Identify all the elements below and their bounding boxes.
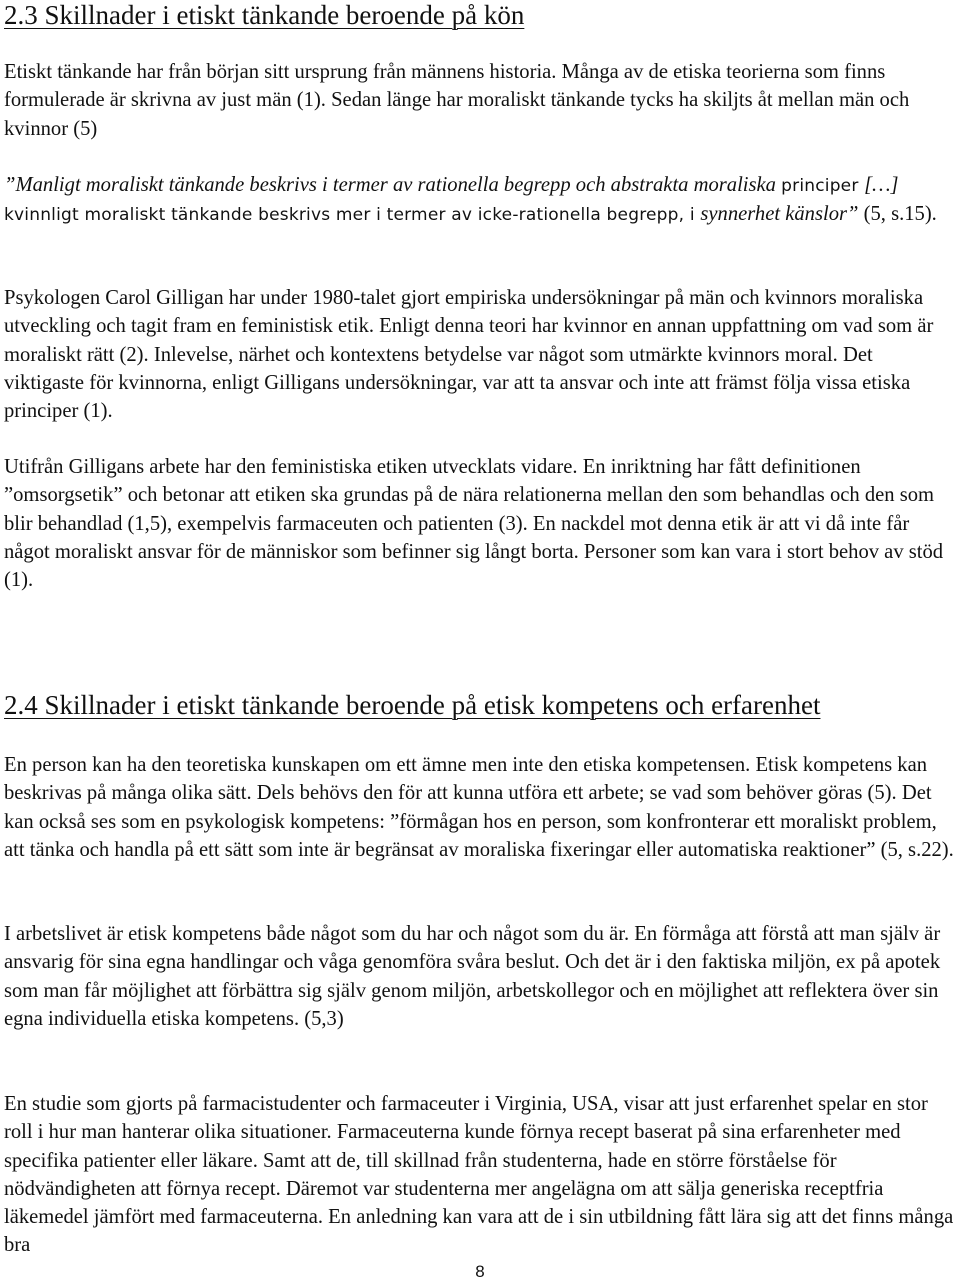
quote-ellipsis: […] [864,174,899,196]
paragraph-gilligan-research: Psykologen Carol Gilligan har under 1980-talet gjort empiriska undersökningar på män och kvinnors moraliska utveckling och tagit fram en feministisk etik. Enligt denna teori har kvinnor en annan uppfattning om vad som är moraliskt rätt (2). Inlevelse, närhet och kontextens betydelse var något som utmärkte kvinnors moral. Det viktigaste för kvinnorna, enligt Gilligans undersökningar, var att ta ansvar och inte att främst följa vissa etiska principer (1). [4,287,934,423]
quote-text-middle: kvinnligt moraliskt tänkande beskrivs mer i termer av icke-rationella begrepp, i [4,205,701,226]
quote-text-plain: principer [781,176,865,196]
section-heading-2-4: 2.4 Skillnader i etiskt tänkande beroende på etisk kompetens och erfarenhet [4,690,821,720]
paragraph-working-life: I arbetslivet är etisk kompetens både något som du har och något som du är. En förmåga att förstå att man själv är ansvarig för sina egna handlingar och våga genomföra svåra beslut. Och det är i den faktiska miljön, ex på apotek som man får möjlighet att förbättra sig själv genom miljön, arbetskollegor och en möjlighet att reflektera över sin egna individuella etiska kompetens. (5,3) [4,923,941,1030]
paragraph-ethical-competence: En person kan ha den teoretiska kunskapen om ett ämne men inte den etiska kompetensen. Etisk kompetens kan beskrivas på många olika sätt. Dels behövs den för att kunna utföra ett arbete; se vad som behöver göras (5). Det kan också ses som en psykologisk kompetens: ”förmågan hos en person, som konfronterar ett moraliskt problem, att tänka och handla på ett sätt som inte är begränsat av moraliska fixeringar eller automatiska reaktioner” (5, s.22). [4,754,954,861]
block-quote [4,171,956,230]
paragraph-virginia-study: En studie som gjorts på farmacistudenter och farmaceuter i Virginia, USA, visar att just erfarenhet spelar en stor roll i hur man hanterar olika situationer. Farmaceuterna kunde förnya recept baserat på sina erfarenheter med specifika patienter eller läkare. Samt att de, till skillnad från studenterna, hade en större förståelse för nödvändigheten att förnya recept. Däremot var studenterna mer angelägna om att sälja generiska receptfria läkemedel jämfört med farmaceuterna. En anledning kan vara att de i sin utbildning fått lära sig att det finns många bra [4,1093,954,1257]
quote-citation: (5, s.15). [858,203,937,226]
quote-text-end: synnerhet känslor” [700,203,859,226]
paragraph-care-ethics: Utifrån Gilligans arbete har den feministiska etiken utvecklats vidare. En inriktning har fått definitionen ”omsorgsetik” och betonar att etiken ska grundas på de nära relationerna mellan den som behandlas och den som blir behandlad (1,5), exempelvis farmaceuten och patienten (3). En nackdel mot denna etik är att vi då inte får något moraliskt ansvar för de människor som befinner sig långt borta. Personer som kan vara i stort behov av stöd (1). [4,456,944,592]
page-number: 8 [475,1262,485,1281]
quote-text-start: ”Manligt moraliskt tänkande beskrivs i termer av rationella begrepp och abstrakta moraliska [4,174,782,196]
section-heading-2-3: 2.3 Skillnader i etiskt tänkande beroende på kön [4,0,525,30]
paragraph-origin-of-ethics: Etiskt tänkande har från början sitt ursprung från männens historia. Många av de etiska teorierna som finns formulerade är skrivna av just män (1). Sedan länge har moraliskt tänkande tycks ha skiljts åt mellan män och kvinnor (5) [4,61,910,140]
